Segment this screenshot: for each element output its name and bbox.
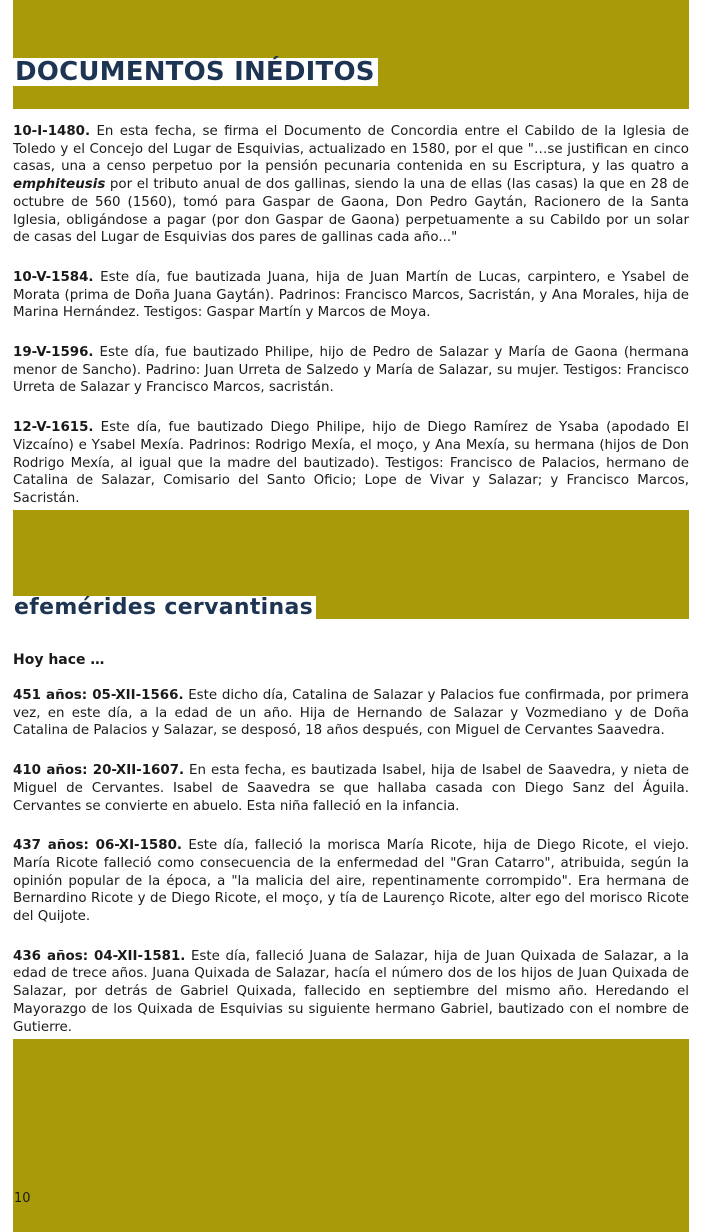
- entry-text: Este día, fue bautizado Philipe, hijo de Pedro de Salazar y María de Gaona (hermana menor de Sancho). Padrino: Juan Urreta de Salzedo y María de Salazar, su mujer. Testigos: Francisco Urreta de Salazar y Francisco Marcos, sacristán.: [13, 345, 689, 396]
- top-olive-banner: [13, 0, 689, 109]
- entry-text: Este día, falleció Juana de Salazar, hija de Juan Quixada de Salazar, a la edad de trece años. Juana Quixada de Salazar, hacía el número dos de los hijos de Juan Quixada de Salazar, por detrás de Gabriel Quixada, fallecido en septiembre del mismo año. Heredando el Mayorazgo de los Quixada de Esquivias su siguiente hermano Gabriel, bautizado con el nombre de Gutierre.: [13, 948, 689, 1035]
- entry-text: Este día, falleció la morisca María Ricote, hija de Diego Ricote, el viejo. María Ricote falleció como consecuencia de la enfermedad del "Gran Catarro", atribuida, según la opinión popular de la época, a "la malicia del aire, repentinamente corrompido". Era hermana de Bernardino Ricote y de Diego Ricote, el moço, y tía de Laurenço Ricote, alter ego del morisco Ricote del Quijote.: [13, 838, 689, 925]
- section-title-efemerides: efemérides cervantinas: [12, 596, 316, 620]
- entry-text-continued: por el tributo anual de dos gallinas, siendo la una de ellas (las casas) la que en 28 de octubre de 560 (1560), tomó para Gaspar de Gaona, Don Pedro Gaytán, Racionero de la Santa Iglesia, obligándose a pagar (por don Gaspar de Gaona) perpetuamente a su Cabildo por un solar de casas del Lugar de Esquivias dos pares de gallinas cada año...": [13, 177, 689, 246]
- intro-heading: Hoy hace …: [13, 652, 105, 668]
- entry-date: 19-V-1596.: [13, 345, 94, 361]
- page-number: 10: [14, 1191, 31, 1206]
- efemeride-entry: [13, 687, 689, 740]
- entry-date: 10-I-1480.: [13, 124, 91, 139]
- section-title-documentos: DOCUMENTOS INÉDITOS: [13, 58, 378, 86]
- entry-text: En esta fecha, se firma el Documento de Concordia entre el Cabildo de la Iglesia de Toledo y el Concejo del Lugar de Esquivias, actualizado en 1580, por el que "…se justifican en cinco casas, una a censo perpetuo por la pensión pecunaria contenida en su Escriptura, y las quatro a: [13, 124, 689, 175]
- entry-date: 437 años: 06-XI-1580.: [13, 838, 182, 854]
- entry-date: 10-V-1584.: [13, 269, 94, 285]
- documentos-article: [13, 123, 689, 523]
- entry-text: Este día, fue bautizado Diego Philipe, hijo de Diego Ramírez de Ysaba (apodado El Vizcaíno) e Ysabel Mexía. Padrinos: Rodrigo Mexía, el moço, y Ana Mexía, su hermana (hijos de Don Rodrigo Mexía, al igual que la madre del bautizado). Testigos: Francisco de Palacios, hermano de Catalina de Salazar, Comisario del Santo Oficio; Lope de Vivar y Salazar; y Francisco Marcos, Sacristán.: [13, 420, 689, 506]
- document-entry: [13, 269, 689, 322]
- document-entry: [13, 123, 689, 247]
- entry-date: 451 años: 05-XII-1566.: [13, 688, 184, 703]
- entry-date: 410 años: 20-XII-1607.: [13, 763, 185, 779]
- document-entry: [13, 344, 689, 397]
- entry-date: 436 años: 04-XII-1581.: [13, 948, 186, 964]
- entry-emphasis: emphiteusis: [13, 177, 106, 193]
- efemeride-entry: [13, 948, 689, 1037]
- document-entry: [13, 419, 689, 508]
- entry-text: Este dicho día, Catalina de Salazar y Palacios fue confirmada, por primera vez, en este día, a la edad de un año. Hija de Hernando de Salazar y Vozmediano y de Doña Catalina de Palacios y Salazar, se desposó, 18 años después, con Miguel de Cervantes Saavedra.: [13, 688, 689, 739]
- bottom-olive-banner: [13, 1039, 689, 1232]
- entry-date: 12-V-1615.: [13, 420, 94, 436]
- efemeride-entry: [13, 837, 689, 926]
- entry-text: En esta fecha, es bautizada Isabel, hija de Isabel de Saavedra, y nieta de Miguel de Cervantes. Isabel de Saavedra se que hallaba casada con Diego Sanz del Águila. Cervantes se convierte en abuelo. Esta niña falleció en la infancia.: [13, 763, 689, 814]
- efemerides-article: [13, 652, 689, 1051]
- entry-text: Este día, fue bautizada Juana, hija de Juan Martín de Lucas, carpintero, e Ysabel de Morata (prima de Doña Juana Gaytán). Padrinos: Francisco Marcos, Sacristán, y Ana Morales, hija de Marina Hernández. Testigos: Gaspar Martín y Marcos de Moya.: [13, 269, 689, 321]
- efemeride-entry: [13, 762, 689, 815]
